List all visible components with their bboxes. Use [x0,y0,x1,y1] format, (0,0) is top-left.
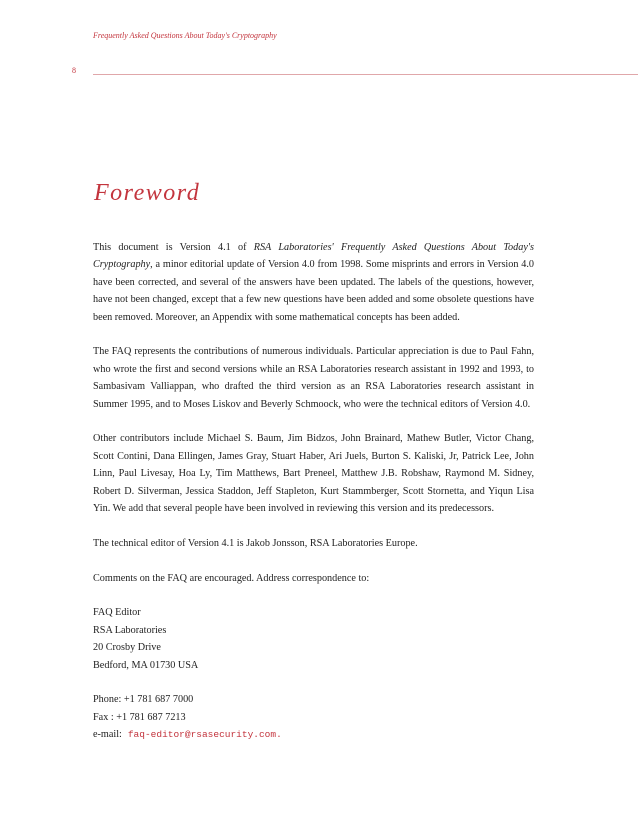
document-title-italic: RSA Laboratories' Frequently Asked Questions About Today's Cryptography [93,242,534,271]
phone-number: Phone: +1 781 687 7000 [93,694,194,706]
address-street: 20 Crosby Drive [93,642,161,654]
address-city: Bedford, MA 01730 USA [93,659,199,671]
email-link[interactable] [128,729,282,740]
paragraph-version-prefix: This document is Version 4.1 of [93,242,254,253]
email-label: e-mail: [93,729,122,741]
paragraph-other-contributors: Other contributors include Michael S. Baum, Jim Bidzos, John Brainard, Mathew Butler, Victor Chang, Scott Contini, Dana Ellingen, James Gray, Stuart Haber, Ari Juels, Burton S. Kaliski, Jr, Patrick Lee, John Linn, Paul Livesay, Hoa Ly, Tim Matthews, Bart Preneel, Matthew J.B. Robshaw, Raymond M. Sidney, Robert D. Silverman, Jessica Staddon, Jeff Stapleton, Kurt Stammberger, Scott Stornetta, and Yiqun Lisa Yin. We add that several people have been involved in reviewing this version and its predecessors. [93,433,534,515]
email-address: faq-editor@rsasecurity.com [127,729,277,741]
fax-number: Fax : +1 781 687 7213 [93,711,186,723]
paragraph-comments: Comments on the FAQ are encouraged. Address correspondence to: [93,572,370,584]
address-organization: RSA Laboratories [93,624,167,636]
page-title: Foreword [94,180,201,206]
address-name: FAQ Editor [93,607,141,619]
paragraph-version [93,239,534,326]
running-header: Frequently Asked Questions About Today's Cryptography [93,31,277,40]
page-number: 8 [72,66,76,75]
paragraph-technical-editor: The technical editor of Version 4.1 is Jakob Jonsson, RSA Laboratories Europe. [93,537,418,549]
contact-info [93,691,534,743]
mailing-address [93,604,534,674]
paragraph-version-suffix: , a minor editorial update of Version 4.0 from 1998. Some misprints and errors in Version 4.0 have been corrected, and several of the answers have been updated. The labels of the questions, however, have not been changed, except that a few new questions have been added and some obsolete questions have been removed. Moreover, an Appendix with some mathematical concepts has been added. [93,259,534,323]
email-trailing-period: . [276,729,282,741]
document-body [93,239,534,761]
header-divider [93,74,638,75]
paragraph-contributions: The FAQ represents the contributions of numerous individuals. Particular appreciation is due to Paul Fahn, who wrote the first and second versions while an RSA Laboratories research assistant in 1992 and 1993, to Sambasivam Valliappan, who drafted the third version as an RSA Laboratories research assistant in Summer 1995, and to Moses Liskov and Beverly Schmoock, who were the technical editors of Version 4.0. [93,346,534,410]
email-line [93,726,534,743]
